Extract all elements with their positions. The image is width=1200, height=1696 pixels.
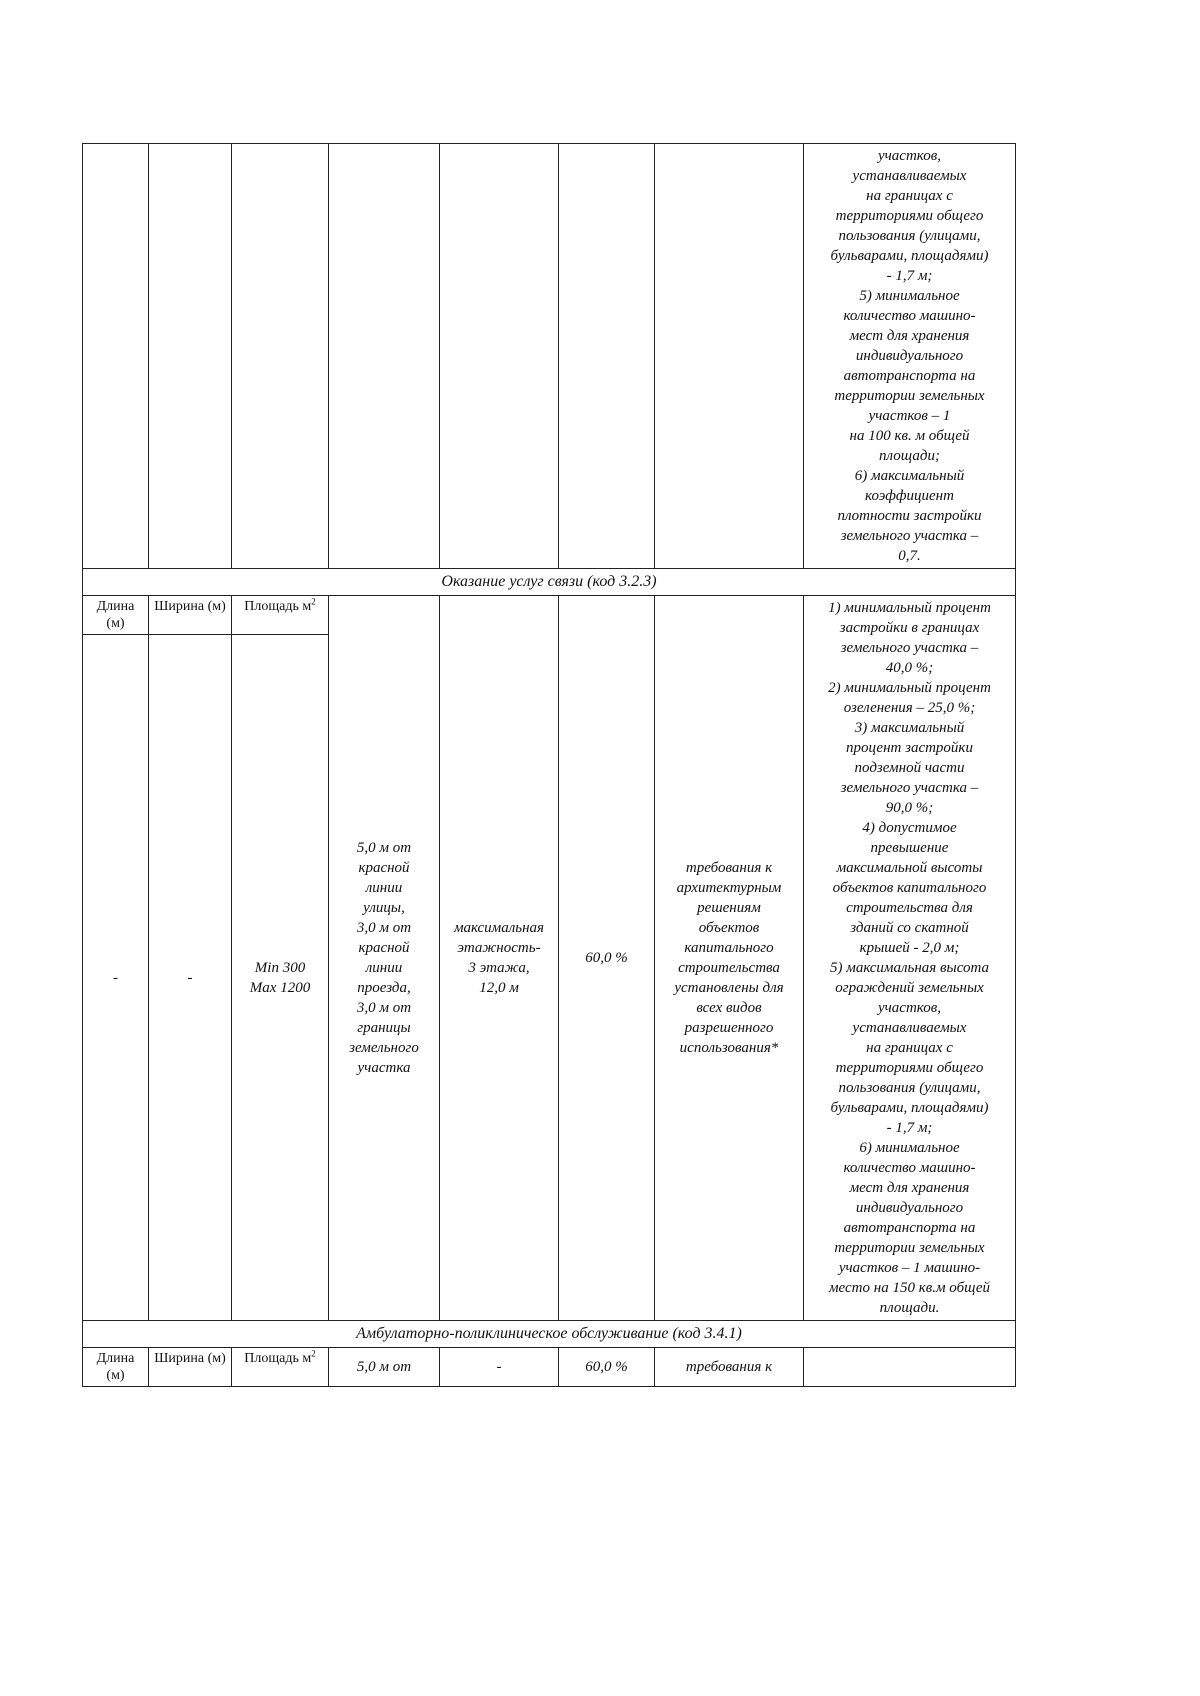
section-title-row bbox=[83, 1321, 1016, 1348]
header-width: Ширина (м) bbox=[149, 1348, 232, 1387]
text-line: земельного участка – bbox=[840, 640, 979, 656]
text-line: земельного bbox=[349, 1040, 419, 1056]
height-cell: - bbox=[440, 1348, 559, 1387]
text-line: 1) минимальный процент bbox=[828, 600, 991, 616]
text-line: плотности застройки bbox=[837, 508, 982, 524]
text-line: Min 300 bbox=[254, 959, 306, 976]
params-cell bbox=[804, 1348, 1016, 1387]
setback-text bbox=[332, 838, 436, 1078]
text-line: индивидуального bbox=[855, 348, 964, 364]
text-line: подземной части bbox=[854, 760, 965, 776]
text-line: линии bbox=[365, 880, 403, 896]
text-line: этажность- bbox=[457, 940, 541, 956]
text-line: площади. bbox=[879, 1300, 940, 1316]
text-line: требования к bbox=[685, 860, 773, 876]
text-line: 6) максимальный bbox=[854, 468, 965, 484]
text-line: на границах с bbox=[866, 1040, 953, 1056]
text-line: участка bbox=[357, 1060, 411, 1076]
text-line: строительства bbox=[678, 960, 780, 976]
requirements-cell bbox=[655, 596, 804, 1321]
text-line: земельного участка – bbox=[840, 528, 979, 544]
cell-empty bbox=[83, 144, 149, 569]
header-length: Длина (м) bbox=[83, 596, 149, 635]
header-length: Длина (м) bbox=[83, 1348, 149, 1387]
height-text bbox=[443, 918, 555, 998]
section-title: Оказание услуг связи (код 3.2.3) bbox=[83, 569, 1016, 596]
text-line: мест для хранения bbox=[849, 328, 970, 344]
header-area-sup: 2 bbox=[311, 1348, 316, 1359]
params-text bbox=[807, 598, 1012, 1318]
text-line: максимальная bbox=[453, 920, 545, 936]
params-cell bbox=[804, 596, 1016, 1321]
section-title-row bbox=[83, 569, 1016, 596]
text-line: бульварами, площадями) bbox=[830, 1100, 989, 1116]
section2-header-row bbox=[83, 1348, 1016, 1387]
header-area-label: Площадь м bbox=[244, 599, 312, 614]
requirements-text bbox=[658, 858, 800, 1058]
text-line: 3,0 м от bbox=[356, 1000, 412, 1016]
text-line: участков, bbox=[877, 148, 941, 164]
text-line: участков – 1 машино- bbox=[838, 1260, 981, 1276]
text-line: 3,0 м от bbox=[356, 920, 412, 936]
text-line: - 1,7 м; bbox=[886, 268, 933, 284]
section-title: Амбулаторно-поликлиническое обслуживание (код 3.4.1) bbox=[83, 1321, 1016, 1348]
text-line: индивидуального bbox=[855, 1200, 964, 1216]
text-line: 5,0 м от bbox=[356, 840, 412, 856]
text-line: объектов bbox=[698, 920, 760, 936]
text-line: установлены для bbox=[674, 980, 784, 996]
text-line: на 100 кв. м общей bbox=[849, 428, 970, 444]
text-line: 0,7. bbox=[898, 548, 921, 564]
text-line: Max 1200 bbox=[249, 979, 311, 996]
text-line: границы bbox=[357, 1020, 411, 1036]
text-line: место на 150 кв.м общей bbox=[828, 1280, 990, 1296]
text-line: 90,0 %; bbox=[885, 800, 934, 816]
height-cell bbox=[440, 596, 559, 1321]
text-line: озеленения – 25,0 %; bbox=[843, 700, 976, 716]
text-line: линии bbox=[365, 960, 403, 976]
text-line: территории земельных bbox=[834, 388, 985, 404]
cell-empty bbox=[655, 144, 804, 569]
text-line: устанавливаемых bbox=[852, 168, 967, 184]
coverage-cell: 60,0 % bbox=[559, 596, 655, 1321]
text-line: участков, bbox=[877, 1000, 941, 1016]
text-line: коэффициент bbox=[865, 488, 954, 504]
text-line: архитектурным bbox=[676, 880, 782, 896]
text-line: пользования (улицами, bbox=[838, 228, 981, 244]
text-line: земельного участка – bbox=[840, 780, 979, 796]
text-line: разрешенного bbox=[684, 1020, 774, 1036]
section1-header-row bbox=[83, 596, 1016, 635]
text-line: строительства для bbox=[846, 900, 973, 916]
width-value: - bbox=[149, 635, 232, 1321]
cell-empty bbox=[440, 144, 559, 569]
cell-empty bbox=[149, 144, 232, 569]
text-line: пользования (улицами, bbox=[838, 1080, 981, 1096]
length-value: - bbox=[83, 635, 149, 1321]
text-line: территориями общего bbox=[835, 208, 984, 224]
cell-empty bbox=[329, 144, 440, 569]
area-value bbox=[232, 635, 329, 1321]
text-line: процент застройки bbox=[846, 740, 973, 756]
zoning-regulations-table bbox=[82, 143, 1016, 1387]
text-line: 3 этажа, bbox=[468, 960, 530, 976]
setback-cell: 5,0 м от bbox=[329, 1348, 440, 1387]
text-lines bbox=[807, 146, 1012, 566]
text-line: 4) допустимое bbox=[862, 820, 957, 836]
text-line: автотранспорта на bbox=[843, 1220, 976, 1236]
area-text bbox=[235, 958, 325, 998]
text-line: автотранспорта на bbox=[843, 368, 976, 384]
text-line: территории земельных bbox=[834, 1240, 985, 1256]
text-line: 5) минимальное bbox=[859, 288, 960, 304]
text-line: 6) минимальное bbox=[859, 1140, 960, 1156]
header-area-sup: 2 bbox=[311, 596, 316, 607]
text-line: улицы, bbox=[363, 900, 405, 916]
continuation-params-cell bbox=[804, 144, 1016, 569]
header-area-label: Площадь м bbox=[244, 1351, 312, 1366]
text-line: 3) максимальный bbox=[854, 720, 965, 736]
text-line: 2) минимальный процент bbox=[828, 680, 991, 696]
text-line: максимальной высоты bbox=[836, 860, 983, 876]
text-line: решениям bbox=[697, 900, 761, 916]
text-line: 12,0 м bbox=[479, 980, 519, 996]
text-line: площади; bbox=[878, 448, 940, 464]
text-line: зданий со скатной bbox=[850, 920, 969, 936]
text-line: превышение bbox=[870, 840, 949, 856]
text-line: территориями общего bbox=[835, 1060, 984, 1076]
text-line: устанавливаемых bbox=[852, 1020, 967, 1036]
text-line: бульварами, площадями) bbox=[830, 248, 989, 264]
text-line: на границах с bbox=[866, 188, 953, 204]
header-width: Ширина (м) bbox=[149, 596, 232, 635]
text-line: ограждений земельных bbox=[835, 980, 984, 996]
text-line: красной bbox=[358, 940, 410, 956]
text-line: красной bbox=[358, 860, 410, 876]
text-line: 40,0 %; bbox=[885, 660, 934, 676]
text-line: проезда, bbox=[357, 980, 411, 996]
text-line: участков – 1 bbox=[868, 408, 951, 424]
text-line: крышей - 2,0 м; bbox=[859, 940, 960, 956]
text-line: мест для хранения bbox=[849, 1180, 970, 1196]
requirements-cell: требования к bbox=[655, 1348, 804, 1387]
header-area bbox=[232, 596, 329, 635]
text-line: количество машино- bbox=[843, 308, 976, 324]
coverage-cell: 60,0 % bbox=[559, 1348, 655, 1387]
cell-empty bbox=[232, 144, 329, 569]
text-line: объектов капитального bbox=[832, 880, 987, 896]
text-line: использования* bbox=[679, 1040, 779, 1056]
cell-empty bbox=[559, 144, 655, 569]
text-line: всех видов bbox=[696, 1000, 762, 1016]
text-line: застройки в границах bbox=[839, 620, 980, 636]
text-line: - 1,7 м; bbox=[886, 1120, 933, 1136]
text-line: капитального bbox=[684, 940, 774, 956]
header-area bbox=[232, 1348, 329, 1387]
continuation-row bbox=[83, 144, 1016, 569]
text-line: количество машино- bbox=[843, 1160, 976, 1176]
setback-cell bbox=[329, 596, 440, 1321]
text-line: 5) максимальная высота bbox=[830, 960, 989, 976]
